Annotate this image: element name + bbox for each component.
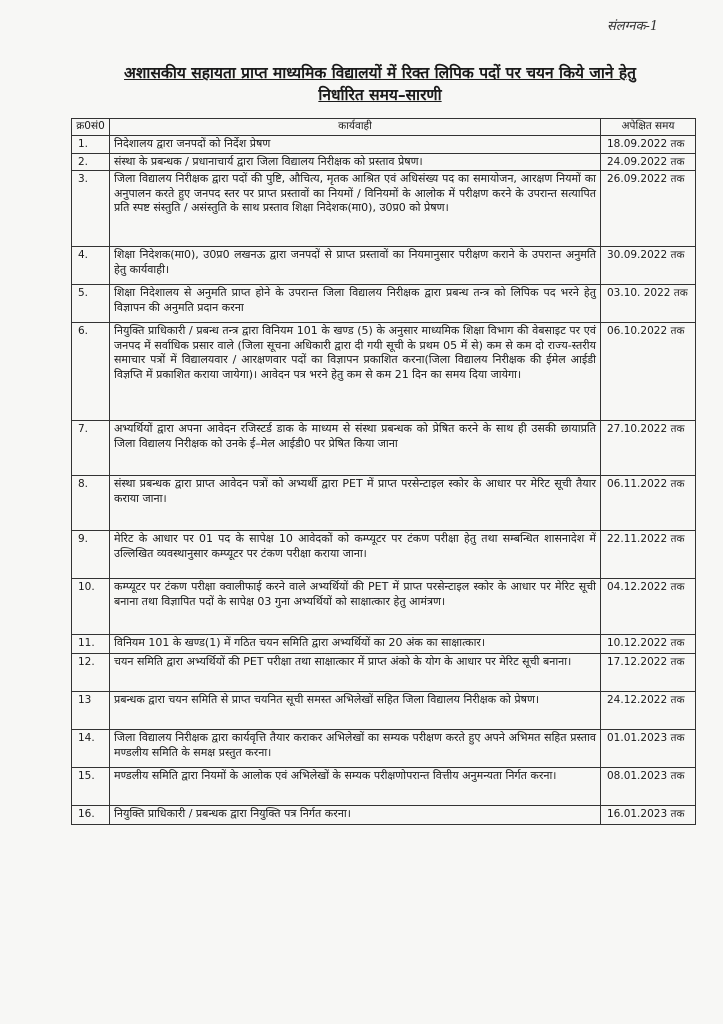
row-action: जिला विद्यालय निरीक्षक द्वारा पदों की पुष्टि, औचित्य, मृतक आश्रित एवं अधिसंख्य पद का समायोजन, आरक्षण नियमों का अनुपालन करते हुए जनपद स्तर पर प्राप्त प्रस्तावों का नियमों / विनियमों के आलोक में परीक्षण करने के उपरान्त सत्यापित प्रति स्पष्ट संस्तुति / असंस्तुति के साथ प्रस्ताव शिक्षा निदेशक(मा0), उ0प्र0 को प्रेषण।: [110, 171, 601, 247]
row-date: 16.01.2023 तक: [601, 806, 696, 825]
table-row: [72, 171, 696, 247]
table-row: [72, 579, 696, 635]
row-action: चयन समिति द्वारा अभ्यर्थियों की PET परीक्षा तथा साक्षात्कार में प्राप्त अंको के योग के आधार पर मेरिट सूची बनाना।: [110, 654, 601, 692]
title-line-1: अशासकीय सहायता प्राप्त माध्यमिक विद्यालयों में रिक्त लिपिक पदों पर चयन किये जाने हेतु: [124, 64, 636, 82]
row-action: विनियम 101 के खण्ड(1) में गठित चयन समिति द्वारा अभ्यर्थियों का 20 अंक का साक्षात्कार।: [110, 635, 601, 654]
row-serial: 1.: [72, 136, 110, 154]
row-action: निदेशालय द्वारा जनपदों को निर्देश प्रेषण: [110, 136, 601, 154]
table-row: [72, 136, 696, 154]
row-action: कम्प्यूटर पर टंकण परीक्षा क्वालीफाई करने वाले अभ्यर्थियों की PET में प्राप्त परसेन्टाइल स्कोर के आधार पर मेरिट सूची बनाना तथा विज्ञापित पदों के सापेक्ष 03 गुना अभ्यर्थियों को साक्षात्कार हेतु आमंत्रण।: [110, 579, 601, 635]
header-time: अपेक्षित समय: [601, 119, 696, 136]
row-action: संस्था प्रबन्धक द्वारा प्राप्त आवेदन पत्रों को अभ्यर्थी द्वारा PET में प्राप्त परसेन्टाइल स्कोर के आधार पर मेरिट सूची तैयार कराया जाना।: [110, 476, 601, 531]
row-date: 22.11.2022 तक: [601, 531, 696, 579]
row-serial: 6.: [72, 323, 110, 421]
table-row: [72, 654, 696, 692]
row-date: 24.09.2022 तक: [601, 153, 696, 171]
document-title: [60, 62, 700, 106]
row-action: मेरिट के आधार पर 01 पद के सापेक्ष 10 आवेदकों को कम्प्यूटर पर टंकण परीक्षा हेतु तथा सम्बन्धित शासनादेश में उल्लिखित व्यवस्थानुसार कम्प्यूटर पर टंकण परीक्षा कराया जाना।: [110, 531, 601, 579]
row-serial: 11.: [72, 635, 110, 654]
row-serial: 16.: [72, 806, 110, 825]
table-row: [72, 635, 696, 654]
row-serial: 4.: [72, 247, 110, 285]
table-row: [72, 285, 696, 323]
row-action: नियुक्ति प्राधिकारी / प्रबन्धक द्वारा नियुक्ति पत्र निर्गत करना।: [110, 806, 601, 825]
row-serial: 10.: [72, 579, 110, 635]
title-line-2: निर्धारित समय–सारणी: [318, 86, 442, 104]
row-date: 04.12.2022 तक: [601, 579, 696, 635]
row-serial: 12.: [72, 654, 110, 692]
table-row: [72, 806, 696, 825]
table-row: [72, 476, 696, 531]
row-serial: 3.: [72, 171, 110, 247]
row-serial: 5.: [72, 285, 110, 323]
row-serial: 14.: [72, 730, 110, 768]
row-date: 03.10. 2022 तक: [601, 285, 696, 323]
annexure-label: संलग्नक-1: [607, 19, 659, 34]
row-serial: 15.: [72, 768, 110, 806]
row-serial: 9.: [72, 531, 110, 579]
row-serial: 7.: [72, 421, 110, 476]
table-row: [72, 421, 696, 476]
row-date: 06.10.2022 तक: [601, 323, 696, 421]
row-serial: 2.: [72, 153, 110, 171]
table-row: [72, 153, 696, 171]
row-serial: 13: [72, 692, 110, 730]
header-action: कार्यवाही: [110, 119, 601, 136]
row-action: संस्था के प्रबन्धक / प्रधानाचार्य द्वारा जिला विद्यालय निरीक्षक को प्रस्ताव प्रेषण।: [110, 153, 601, 171]
row-action: मण्डलीय समिति द्वारा नियमों के आलोक एवं अभिलेखों के सम्यक परीक्षणोपरान्त वित्तीय अनुमन्यता निर्गत करना।: [110, 768, 601, 806]
schedule-table: [71, 118, 696, 825]
header-serial: क्र0सं0: [72, 119, 110, 136]
row-date: 30.09.2022 तक: [601, 247, 696, 285]
row-date: 27.10.2022 तक: [601, 421, 696, 476]
row-action: शिक्षा निदेशक(मा0), उ0प्र0 लखनऊ द्वारा जनपदों से प्राप्त प्रस्तावों का नियमानुसार परीक्षण कराने के उपरान्त अनुमति हेतु कार्यवाही।: [110, 247, 601, 285]
table-row: [72, 692, 696, 730]
row-date: 26.09.2022 तक: [601, 171, 696, 247]
row-action: नियुक्ति प्राधिकारी / प्रबन्ध तन्त्र द्वारा विनियम 101 के खण्ड (5) के अनुसार माध्यमिक शिक्षा विभाग की वेबसाइट पर एवं जनपद में सर्वाधिक प्रसार वाले (जिला सूचना अधिकारी द्वारा दी गयी सूची के प्रथम 05 में से) कम से कम दो राज्य-स्तरीय समाचार पत्रों में विद्यालयवार / आरक्षणवार पदों का विज्ञापन प्रकाशित करना(जिला विद्यालय निरीक्षक की ईमेल आईडी विज्ञप्ति में प्रकाशित कराया जायेगा)। आवेदन पत्र भरने हेतु कम से कम 21 दिन का समय दिया जायेगा।: [110, 323, 601, 421]
row-action: अभ्यर्थियों द्वारा अपना आवेदन रजिस्टर्ड डाक के माध्यम से संस्था प्रबन्धक को प्रेषित करने के साथ ही उसकी छायाप्रति जिला विद्यालय निरीक्षक को उनके ई–मेल आईडी0 पर प्रेषित किया जाना: [110, 421, 601, 476]
row-action: प्रबन्धक द्वारा चयन समिति से प्राप्त चयनित सूची समस्त अभिलेखों सहित जिला विद्यालय निरीक्षक को प्रेषण।: [110, 692, 601, 730]
row-date: 10.12.2022 तक: [601, 635, 696, 654]
row-date: 18.09.2022 तक: [601, 136, 696, 154]
table-row: [72, 247, 696, 285]
row-serial: 8.: [72, 476, 110, 531]
row-date: 01.01.2023 तक: [601, 730, 696, 768]
row-action: शिक्षा निदेशालय से अनुमति प्राप्त होने के उपरान्त जिला विद्यालय निरीक्षक द्वारा प्रबन्ध तन्त्र को लिपिक पद भरने हेतु विज्ञापन की अनुमति प्रदान करना: [110, 285, 601, 323]
row-date: 06.11.2022 तक: [601, 476, 696, 531]
row-action: जिला विद्यालय निरीक्षक द्वारा कार्यवृत्ति तैयार कराकर अभिलेखों का सम्यक परीक्षण करते हुए अपने अभिमत सहित प्रस्ताव मण्डलीय समिति के समक्ष प्रस्तुत करना।: [110, 730, 601, 768]
table-header-row: [72, 119, 696, 136]
row-date: 08.01.2023 तक: [601, 768, 696, 806]
row-date: 24.12.2022 तक: [601, 692, 696, 730]
table-row: [72, 531, 696, 579]
row-date: 17.12.2022 तक: [601, 654, 696, 692]
table-row: [72, 768, 696, 806]
table-row: [72, 730, 696, 768]
table-row: [72, 323, 696, 421]
